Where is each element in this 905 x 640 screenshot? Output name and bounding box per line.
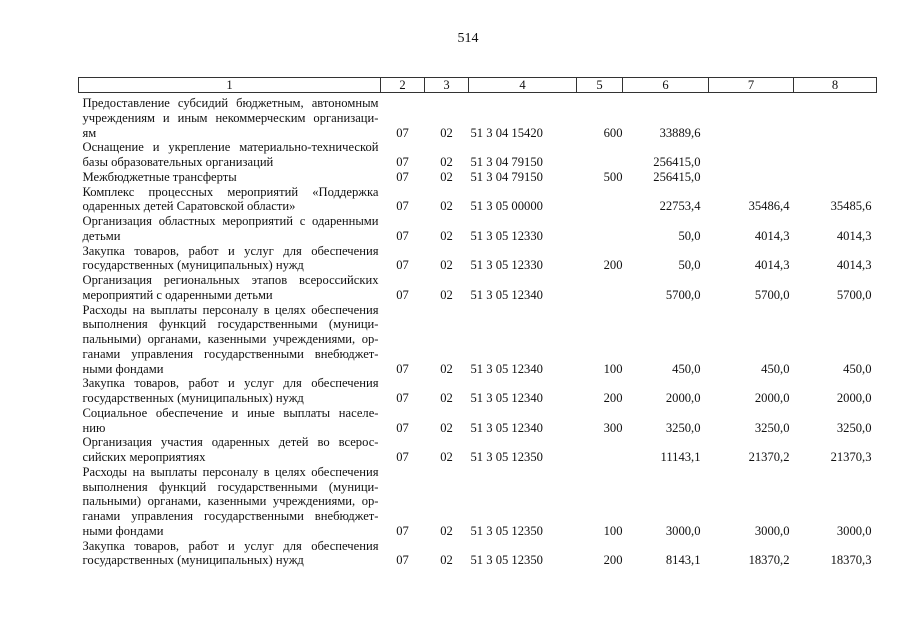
amount-col7: 4014,3 <box>754 228 790 243</box>
expense-type-code: 200 <box>603 553 623 568</box>
description-line: Организация участия одаренных детей во всерос- <box>82 435 379 450</box>
row-description <box>79 406 381 436</box>
section-code: 07 <box>396 420 409 435</box>
subsection-code: 02 <box>440 361 453 376</box>
description-line: пальными) органами, казенными учреждениями, ор- <box>82 332 379 346</box>
column-header-3: 3 <box>425 78 469 93</box>
row-description <box>79 435 381 465</box>
subsection-code: 02 <box>440 523 453 538</box>
subsection-code: 02 <box>440 125 453 140</box>
amount-col8 <box>794 170 877 185</box>
expense-type-code <box>577 140 623 170</box>
amount-col7: 5700,0 <box>754 287 790 302</box>
description-line: Расходы на выплаты персоналу в целях обеспечения <box>82 302 379 317</box>
section-code: 07 <box>396 391 409 405</box>
target-article-code: 51 3 05 12350 <box>470 553 543 568</box>
subsection-code: 02 <box>440 420 453 435</box>
amount-col8: 5700,0 <box>836 287 872 302</box>
amount-col8: 18370,3 <box>830 553 872 568</box>
amount-col7: 21370,2 <box>748 450 790 464</box>
amount-col6: 256415,0 <box>653 169 701 184</box>
amount-col8: 450,0 <box>843 361 872 376</box>
description-line: Закупка товаров, работ и услуг для обеспечения <box>82 243 379 258</box>
amount-col7: 4014,3 <box>754 258 790 273</box>
table-body <box>79 93 877 569</box>
target-article-code: 51 3 05 12330 <box>470 258 543 273</box>
description-line: Комплекс процессных мероприятий «Поддержка <box>82 184 379 199</box>
table-header <box>79 78 877 93</box>
amount-col6: 2000,0 <box>665 391 701 405</box>
amount-col6: 11143,1 <box>660 450 701 464</box>
target-article-code: 51 3 04 15420 <box>470 125 543 140</box>
description-line: Организация областных мероприятий с одаренными <box>82 214 379 228</box>
column-header-6: 6 <box>623 78 709 93</box>
amount-col6: 256415,0 <box>653 155 701 169</box>
section-code: 07 <box>396 258 409 273</box>
amount-col6: 8143,1 <box>665 553 701 568</box>
budget-table <box>78 77 877 568</box>
column-header-2: 2 <box>381 78 425 93</box>
subsection-code: 02 <box>440 450 453 464</box>
description-line: Межбюджетные трансферты <box>82 169 237 184</box>
amount-col7: 18370,2 <box>748 553 790 568</box>
table-row <box>79 539 877 569</box>
table-row <box>79 93 877 141</box>
description-line: одаренных детей Саратовской области» <box>82 199 296 214</box>
table-row <box>79 244 877 274</box>
section-code: 07 <box>396 125 409 140</box>
table-row <box>79 406 877 436</box>
column-header-1: 1 <box>79 78 381 93</box>
description-line: нию <box>82 420 106 435</box>
description-line: базы образовательных организаций <box>82 155 274 169</box>
description-line: государственных (муниципальных) нужд <box>82 553 304 568</box>
subsection-code: 02 <box>440 199 453 214</box>
section-code: 07 <box>396 155 409 169</box>
amount-col8: 3250,0 <box>836 420 872 435</box>
description-line: ными фондами <box>82 523 164 538</box>
description-line: детьми <box>82 228 121 243</box>
expense-type-code <box>577 185 623 215</box>
row-description <box>79 140 381 170</box>
amount-col8: 35485,6 <box>830 199 872 214</box>
description-line: ям <box>82 125 97 140</box>
subsection-code: 02 <box>440 155 453 169</box>
table-row <box>79 140 877 170</box>
row-description <box>79 244 381 274</box>
target-article-code: 51 3 05 12350 <box>470 450 543 464</box>
row-description <box>79 303 381 377</box>
amount-col8 <box>794 140 877 170</box>
expense-type-code: 100 <box>603 361 623 376</box>
amount-col6: 3250,0 <box>665 420 701 435</box>
table-row <box>79 273 877 303</box>
row-description <box>79 539 381 569</box>
target-article-code: 51 3 05 00000 <box>470 199 543 214</box>
amount-col8: 2000,0 <box>836 391 872 405</box>
amount-col8: 3000,0 <box>836 523 872 538</box>
row-description <box>79 465 381 539</box>
description-line: ганами управления государственными внебюджет- <box>82 346 379 361</box>
description-line: Расходы на выплаты персоналу в целях обеспечения <box>82 464 379 479</box>
description-line: Оснащение и укрепление материально-технической <box>82 140 379 155</box>
description-line: Закупка товаров, работ и услуг для обеспечения <box>82 538 379 553</box>
subsection-code: 02 <box>440 287 453 302</box>
target-article-code: 51 3 05 12340 <box>470 361 543 376</box>
target-article-code: 51 3 05 12330 <box>470 228 543 243</box>
amount-col6: 22753,4 <box>659 199 701 214</box>
section-code: 07 <box>396 228 409 243</box>
expense-type-code: 200 <box>603 391 623 405</box>
expense-type-code <box>577 214 623 244</box>
description-line: учреждениям и иным некоммерческим организаци- <box>82 110 379 125</box>
section-code: 07 <box>396 199 409 214</box>
table-row <box>79 303 877 377</box>
amount-col7: 450,0 <box>761 361 790 376</box>
section-code: 07 <box>396 169 409 184</box>
column-header-8: 8 <box>794 78 877 93</box>
description-line: Предоставление субсидий бюджетным, автономным <box>82 96 379 110</box>
column-header-5: 5 <box>577 78 623 93</box>
row-description <box>79 214 381 244</box>
expense-type-code <box>577 273 623 303</box>
description-line: государственных (муниципальных) нужд <box>82 391 304 405</box>
row-description <box>79 93 381 141</box>
expense-type-code: 200 <box>603 258 623 273</box>
description-line: ганами управления государственными внебюджет- <box>82 509 379 523</box>
amount-col6: 33889,6 <box>659 125 701 140</box>
description-line: выполнения функций государственными (муници- <box>82 317 379 332</box>
section-code: 07 <box>396 450 409 464</box>
amount-col8: 4014,3 <box>836 228 872 243</box>
expense-type-code: 100 <box>603 523 623 538</box>
row-description <box>79 273 381 303</box>
amount-col6: 50,0 <box>678 258 701 273</box>
target-article-code: 51 3 05 12350 <box>470 523 543 538</box>
target-article-code: 51 3 05 12340 <box>470 391 543 405</box>
subsection-code: 02 <box>440 169 453 184</box>
description-line: сийских мероприятиях <box>82 450 206 464</box>
amount-col7: 3250,0 <box>754 420 790 435</box>
row-description <box>79 170 381 185</box>
target-article-code: 51 3 04 79150 <box>470 169 543 184</box>
section-code: 07 <box>396 361 409 376</box>
table-row <box>79 465 877 539</box>
target-article-code: 51 3 04 79150 <box>470 155 543 169</box>
amount-col8: 21370,3 <box>830 450 872 464</box>
description-line: Организация региональных этапов всероссийских <box>82 273 379 287</box>
expense-type-code: 600 <box>603 125 623 140</box>
description-line: Закупка товаров, работ и услуг для обеспечения <box>82 376 379 391</box>
table-row <box>79 376 877 406</box>
amount-col7 <box>709 93 794 141</box>
amount-col7: 2000,0 <box>754 391 790 405</box>
subsection-code: 02 <box>440 553 453 568</box>
table-row <box>79 435 877 465</box>
expense-type-code: 300 <box>603 420 623 435</box>
amount-col7 <box>709 170 794 185</box>
amount-col8: 4014,3 <box>836 258 872 273</box>
amount-col7 <box>709 140 794 170</box>
expense-type-code: 500 <box>603 169 623 184</box>
section-code: 07 <box>396 553 409 568</box>
subsection-code: 02 <box>440 228 453 243</box>
table-row <box>79 185 877 215</box>
description-line: ными фондами <box>82 361 164 376</box>
target-article-code: 51 3 05 12340 <box>470 287 543 302</box>
description-line: государственных (муниципальных) нужд <box>82 258 304 273</box>
description-line: пальными) органами, казенными учреждениями, ор- <box>82 494 379 509</box>
amount-col7: 3000,0 <box>754 523 790 538</box>
description-line: выполнения функций государственными (муници- <box>82 479 379 494</box>
page-number: 514 <box>457 31 479 46</box>
subsection-code: 02 <box>440 258 453 273</box>
amount-col7: 35486,4 <box>748 199 790 214</box>
description-line: мероприятий с одаренными детьми <box>82 287 273 302</box>
description-line: Социальное обеспечение и иные выплаты населе- <box>82 405 379 420</box>
expense-type-code <box>577 435 623 465</box>
column-header-4: 4 <box>469 78 577 93</box>
target-article-code: 51 3 05 12340 <box>470 420 543 435</box>
amount-col8 <box>794 93 877 141</box>
row-description <box>79 376 381 406</box>
subsection-code: 02 <box>440 391 453 405</box>
column-header-7: 7 <box>709 78 794 93</box>
amount-col6: 3000,0 <box>665 523 701 538</box>
amount-col6: 450,0 <box>672 361 701 376</box>
table-row <box>79 214 877 244</box>
amount-col6: 50,0 <box>678 228 701 243</box>
table-row <box>79 170 877 185</box>
section-code: 07 <box>396 523 409 538</box>
section-code: 07 <box>396 287 409 302</box>
amount-col6: 5700,0 <box>665 287 701 302</box>
row-description <box>79 185 381 215</box>
